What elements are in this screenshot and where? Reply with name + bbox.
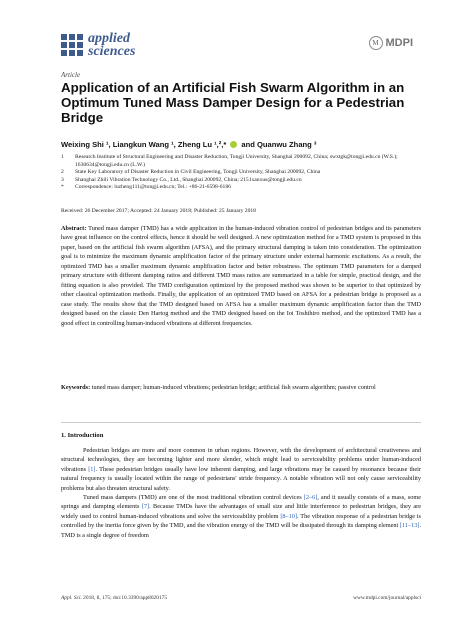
affiliation-item: 1 Research Institute of Structural Engineering and Disaster Reduction, Tongji University, Shanghai 200092, China; swxtgk@tongji.edu.cn (W.S.); 1630634@tongji.edu.cn (L.W.) xyxy=(61,154,398,168)
authors-part2: and Quanwu Zhang ³ xyxy=(241,140,317,149)
mdpi-icon: M xyxy=(369,36,383,50)
affiliations xyxy=(61,154,421,192)
publication-dates: Received: 26 December 2017; Accepted: 24 January 2018; Published: 25 January 2018 xyxy=(61,208,256,214)
publisher-name: MDPI xyxy=(385,37,413,49)
section-title: 1. Introduction xyxy=(61,432,104,439)
abstract-text: Tuned mass damper (TMD) has a wide application in the human-induced vibration control of pedestrian bridges and its parameters have great influence on the control effects, hence it should be well designed. A new optimization method for a TMD system is proposed in this paper, based on the artificial fish swarm algorithm (AFSA), and the primary structural damping is taken into consideration. The optimization goal is to minimize the maximum dynamic amplification factor of the primary structure under external harmonic excitations. As a result, the optimized TMD has a smaller maximum dynamic amplification factor and better robustness. The optimum TMD parameters for a damped primary structure with different damping ratios and different TMD mass ratios are summarized in a table for simple, practical design, and the fitting equation is also provided. The TMD configuration optimized by the proposed method was shown to be superior to that optimized by other classical optimization methods. Finally, the application of an optimized TMD based on AFSA for a pedestrian bridge is proposed as a case study. The results show that the TMD designed based on AFSA has a smaller maximum dynamic amplification factor than the TMD designed based on the classic Den Hartog method and the TMD designed based on the Ioi Toshihiro method, and the optimized TMD has a good effect in controlling human-induced vibrations at different frequencies. xyxy=(61,225,422,327)
affiliation-item: 3 Shanghai Zhili Vibration Technology Co., Ltd., Shanghai 200092, China; 2151xanxus@tongji.edu.cn xyxy=(61,176,302,183)
abstract-label: Abstract: xyxy=(61,225,87,232)
page-footer xyxy=(61,595,421,601)
citation-link[interactable]: [1] xyxy=(88,465,96,473)
authors-part1: Weixing Shi ¹, Liangkun Wang ¹, Zheng Lu ¹,²,* xyxy=(61,140,227,149)
citation-link[interactable]: [2–6] xyxy=(303,494,318,502)
author-list xyxy=(61,140,316,149)
journal-logo-icon xyxy=(61,34,83,56)
correspondence: * Correspondence: luzheng111@tongji.edu.cn; Tel.: +86-21-6598-6186 xyxy=(61,184,231,191)
citation-link[interactable]: [11–13] xyxy=(399,522,420,530)
journal-logo xyxy=(61,32,135,58)
article-type: Article xyxy=(61,71,81,79)
affiliation-item: 2 State Key Laboratory of Disaster Reduction in Civil Engineering, Tongji University, Shanghai 200092, China xyxy=(61,169,321,176)
orcid-icon[interactable] xyxy=(230,141,237,148)
keywords-text: tuned mass damper; human-induced vibrations; pedestrian bridge; artificial fish swarm algorithm; passive control xyxy=(91,384,376,391)
paragraph: Pedestrian bridges are more and more common in urban regions. However, with the development of architectural creativeness and structural technologies, they are becoming lighter and more slender, which might lead to serviceability problems under human-induced vibrations [1]. These pedestrian bridges usually have low inherent damping, and large vibrations may be caused by resonance because their natural frequency is usually located within the range of pedestrians' stride frequency. A notable vibration will not only cause serviceability problems but also threaten structural safety. xyxy=(61,447,421,492)
citation-link[interactable]: [8–10] xyxy=(280,512,297,520)
footer-url[interactable]: www.mdpi.com/journal/applsci xyxy=(353,595,421,601)
keywords xyxy=(61,383,421,392)
paragraph: Tuned mass dampers (TMD) are one of the most traditional vibration control devices [2–6], and it usually consists of a mass, some springs and damping elements [7]. Because TMDs have the advantages of small size and little interference to pedestrian bridges, they are widely used to control human-induced vibrations and solve the serviceability problem [8–10]. The vibration response of a pedestrian bridge is controlled by the inertia force given by the TMD, and the vibration energy of the TMD will be dissipated through its damping element [11–13]. TMD is a single degree of freedom xyxy=(61,494,421,539)
abstract xyxy=(61,224,421,328)
publisher-logo xyxy=(369,36,414,50)
citation-link[interactable]: [7] xyxy=(141,503,150,511)
keywords-label: Keywords: xyxy=(61,384,91,391)
introduction-body xyxy=(61,446,421,540)
divider xyxy=(61,422,421,423)
paper-title: Application of an Artificial Fish Swarm Algorithm in an Optimum Tuned Mass Damper Design for a Pedestrian Bridge xyxy=(61,80,405,125)
journal-name: applied sciences xyxy=(88,31,136,59)
footer-citation: Appl. Sci. 2018, 8, 175; doi:10.3390/app8020175 xyxy=(61,595,168,601)
